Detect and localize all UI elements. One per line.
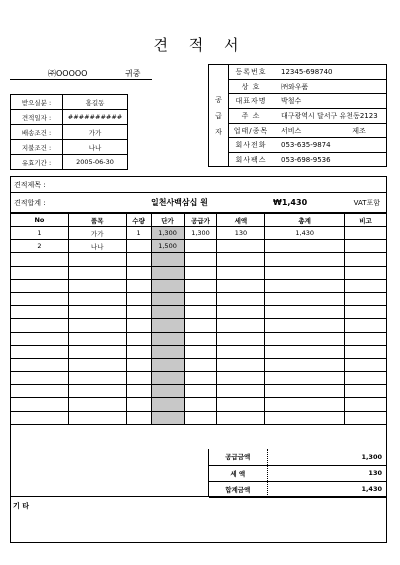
table-cell: [68, 385, 126, 398]
table-cell: [265, 292, 345, 305]
table-cell: [68, 332, 126, 345]
supplier-box: [208, 64, 387, 167]
table-row-empty: [11, 411, 387, 424]
supplier-label: 회사전화: [235, 141, 267, 150]
table-cell: [184, 372, 217, 385]
table-cell: [217, 398, 265, 411]
supplier-label: 대표자명: [235, 97, 267, 106]
subject-label: 견적제목 :: [14, 180, 46, 189]
table-cell: [345, 266, 387, 279]
table-cell: [265, 332, 345, 345]
table-cell: [217, 411, 265, 424]
table-cell: [126, 332, 151, 345]
table-cell: [184, 345, 217, 358]
left-info-label: 받으실분 :: [11, 95, 63, 110]
table-cell: [151, 266, 184, 279]
column-header: 비고: [345, 214, 387, 227]
table-cell: [217, 372, 265, 385]
supplier-value: 서비스: [281, 126, 302, 135]
table-cell: [217, 292, 265, 305]
table-cell: [126, 319, 151, 332]
table-row-empty: [11, 345, 387, 358]
table-cell: [68, 279, 126, 292]
table-cell: [265, 279, 345, 292]
table-cell: [151, 292, 184, 305]
table-cell: [126, 345, 151, 358]
column-header: 세액: [217, 214, 265, 227]
table-cell: [68, 292, 126, 305]
table-cell: 1: [11, 227, 69, 240]
table-row-empty: [11, 385, 387, 398]
document-title: 견 적 서: [153, 36, 247, 54]
table-row-empty: [11, 266, 387, 279]
table-row-empty: [11, 398, 387, 411]
total-words: 일천사백삼십 원: [151, 198, 208, 207]
table-cell: 1,430: [265, 227, 345, 240]
table-cell: [184, 292, 217, 305]
totals-value: 1,430: [267, 481, 386, 497]
totals-label: 세 액: [209, 465, 267, 481]
table-row-empty: [11, 279, 387, 292]
table-cell: [265, 398, 345, 411]
table-cell: [68, 319, 126, 332]
table-cell: [151, 372, 184, 385]
table-cell: [265, 385, 345, 398]
table-cell: [11, 332, 69, 345]
table-row-empty: [11, 332, 387, 345]
table-cell: [126, 279, 151, 292]
supplier-value: 대구광역시 달서구 유천동2123: [281, 111, 378, 120]
table-cell: [126, 358, 151, 371]
table-cell: [126, 411, 151, 424]
table-row-empty: [11, 372, 387, 385]
table-cell: [345, 358, 387, 371]
items-header-row: [11, 214, 387, 227]
table-cell: [184, 332, 217, 345]
table-cell: [151, 398, 184, 411]
table-cell: 1,500: [151, 240, 184, 253]
supplier-row: [229, 109, 386, 124]
supplier-value: 053-635-9874: [281, 141, 331, 150]
total-row: [11, 193, 386, 213]
left-info-table: [10, 94, 128, 170]
supplier-side-label: [209, 65, 229, 166]
table-cell: [68, 372, 126, 385]
left-info-value: 2005-06-30: [63, 155, 128, 170]
table-cell: [151, 279, 184, 292]
totals-label: 공급금액: [209, 449, 267, 465]
table-cell: [184, 385, 217, 398]
etc-label: 기 타: [13, 502, 29, 510]
supplier-row: [229, 80, 386, 95]
table-cell: [11, 279, 69, 292]
table-row-empty: [11, 319, 387, 332]
table-row-empty: [11, 253, 387, 266]
table-cell: [265, 306, 345, 319]
table-cell: [68, 253, 126, 266]
left-info-row: [11, 125, 128, 140]
table-row-empty: [11, 292, 387, 305]
table-cell: [217, 253, 265, 266]
table-cell: [126, 306, 151, 319]
table-cell: 130: [217, 227, 265, 240]
table-cell: [151, 253, 184, 266]
table-cell: [11, 398, 69, 411]
supplier-label: 주 소: [241, 111, 261, 120]
table-cell: [68, 411, 126, 424]
table-row: [11, 227, 387, 240]
table-cell: [345, 227, 387, 240]
table-cell: [184, 319, 217, 332]
table-cell: [151, 306, 184, 319]
table-cell: [184, 306, 217, 319]
table-cell: [151, 332, 184, 345]
table-row: [11, 240, 387, 253]
totals-row: [209, 481, 386, 497]
table-row-empty: [11, 306, 387, 319]
table-cell: [217, 306, 265, 319]
supplier-side-char: 자: [215, 127, 222, 136]
table-cell: [11, 306, 69, 319]
totals-label: 합계금액: [209, 481, 267, 497]
table-cell: [126, 266, 151, 279]
table-cell: [345, 372, 387, 385]
supplier-row: [229, 153, 386, 168]
table-cell: [184, 279, 217, 292]
table-cell: [184, 240, 217, 253]
table-cell: [11, 358, 69, 371]
table-cell: [217, 358, 265, 371]
totals-row: [209, 465, 386, 481]
table-cell: [11, 266, 69, 279]
table-cell: [345, 253, 387, 266]
table-cell: [345, 332, 387, 345]
table-cell: [11, 372, 69, 385]
table-cell: [11, 319, 69, 332]
supplier-row: [229, 124, 386, 139]
table-cell: [151, 411, 184, 424]
table-cell: [345, 279, 387, 292]
totals-table: [209, 449, 386, 498]
supplier-label: 업태/종목: [233, 126, 269, 135]
table-cell: [11, 345, 69, 358]
left-info-value: 홍길동: [63, 95, 128, 110]
table-cell: [184, 266, 217, 279]
supplier-value: 12345-698740: [281, 67, 333, 76]
left-info-label: 배송조건 :: [11, 125, 63, 140]
table-cell: [217, 385, 265, 398]
recipient-suffix: 귀중: [125, 69, 141, 78]
table-cell: [126, 253, 151, 266]
table-cell: [265, 372, 345, 385]
table-cell: [217, 279, 265, 292]
left-info-label: 견적일자 :: [11, 110, 63, 125]
column-header: 품목: [68, 214, 126, 227]
total-amount: ₩1,430: [273, 198, 308, 207]
recipient-underline: [10, 79, 152, 80]
table-cell: [151, 319, 184, 332]
table-cell: 1,300: [151, 227, 184, 240]
table-cell: 1: [126, 227, 151, 240]
table-cell: [345, 398, 387, 411]
table-cell: [68, 345, 126, 358]
totals-value: 130: [267, 465, 386, 481]
table-cell: [184, 358, 217, 371]
table-cell: [265, 266, 345, 279]
table-cell: [151, 385, 184, 398]
supplier-side-char: 급: [215, 111, 222, 120]
supplier-side-char: 공: [215, 95, 222, 104]
table-cell: [345, 345, 387, 358]
table-cell: [11, 385, 69, 398]
supplier-label: 등록번호: [235, 67, 267, 76]
table-cell: [126, 385, 151, 398]
supplier-rows: [229, 65, 386, 166]
left-info-row: [11, 155, 128, 170]
totals-section: [11, 449, 386, 497]
table-cell: 가가: [68, 227, 126, 240]
table-cell: [217, 240, 265, 253]
vat-note: VAT포함: [353, 198, 380, 207]
table-cell: [345, 240, 387, 253]
table-cell: [68, 358, 126, 371]
table-cell: [345, 319, 387, 332]
table-cell: [11, 411, 69, 424]
column-header: 총계: [265, 214, 345, 227]
estimate-main: [10, 176, 387, 543]
table-cell: [217, 345, 265, 358]
supplier-value-2: 제조: [352, 126, 366, 135]
recipient-name: ㈜OOOOO: [48, 69, 88, 78]
left-info-value: 가가: [63, 125, 128, 140]
column-header: No: [11, 214, 69, 227]
supplier-row: [229, 94, 386, 109]
table-cell: [265, 411, 345, 424]
supplier-value: ㈜와우품: [281, 82, 309, 91]
left-info-value: 나나: [63, 140, 128, 155]
table-cell: [184, 411, 217, 424]
table-cell: [345, 385, 387, 398]
table-cell: [217, 266, 265, 279]
supplier-value: 박철수: [281, 97, 302, 106]
table-row-empty: [11, 358, 387, 371]
table-cell: [126, 240, 151, 253]
left-info-row: [11, 95, 128, 110]
left-info-value: ##########: [63, 110, 128, 125]
column-header: 공급가: [184, 214, 217, 227]
table-cell: [151, 358, 184, 371]
table-cell: [11, 253, 69, 266]
table-cell: [151, 345, 184, 358]
table-cell: [68, 398, 126, 411]
table-cell: 나나: [68, 240, 126, 253]
table-cell: [68, 266, 126, 279]
table-cell: [126, 398, 151, 411]
column-header: 수량: [126, 214, 151, 227]
supplier-row: [229, 138, 386, 153]
left-info-label: 지불조건 :: [11, 140, 63, 155]
left-info-label: 유효기간 :: [11, 155, 63, 170]
table-cell: [345, 306, 387, 319]
totals-value: 1,300: [267, 449, 386, 465]
total-label: 견적합계 :: [14, 198, 46, 207]
table-cell: [11, 292, 69, 305]
column-header: 단가: [151, 214, 184, 227]
table-cell: [184, 253, 217, 266]
totals-row: [209, 449, 386, 465]
table-cell: [265, 240, 345, 253]
table-cell: [184, 398, 217, 411]
table-cell: [126, 292, 151, 305]
supplier-row: [229, 65, 386, 80]
table-cell: [265, 358, 345, 371]
table-cell: [265, 319, 345, 332]
table-cell: [126, 372, 151, 385]
supplier-label: 상 호: [241, 82, 261, 91]
items-table: [10, 213, 387, 425]
table-cell: [68, 306, 126, 319]
table-cell: [217, 319, 265, 332]
table-cell: [345, 411, 387, 424]
table-cell: [265, 253, 345, 266]
table-cell: [345, 292, 387, 305]
table-cell: 2: [11, 240, 69, 253]
table-cell: [265, 345, 345, 358]
supplier-label: 회사팩스: [235, 156, 267, 165]
table-cell: [217, 332, 265, 345]
table-cell: 1,300: [184, 227, 217, 240]
supplier-value: 053-698-9536: [281, 156, 331, 165]
left-info-row: [11, 110, 128, 125]
subject-row: [11, 177, 386, 193]
left-info-row: [11, 140, 128, 155]
